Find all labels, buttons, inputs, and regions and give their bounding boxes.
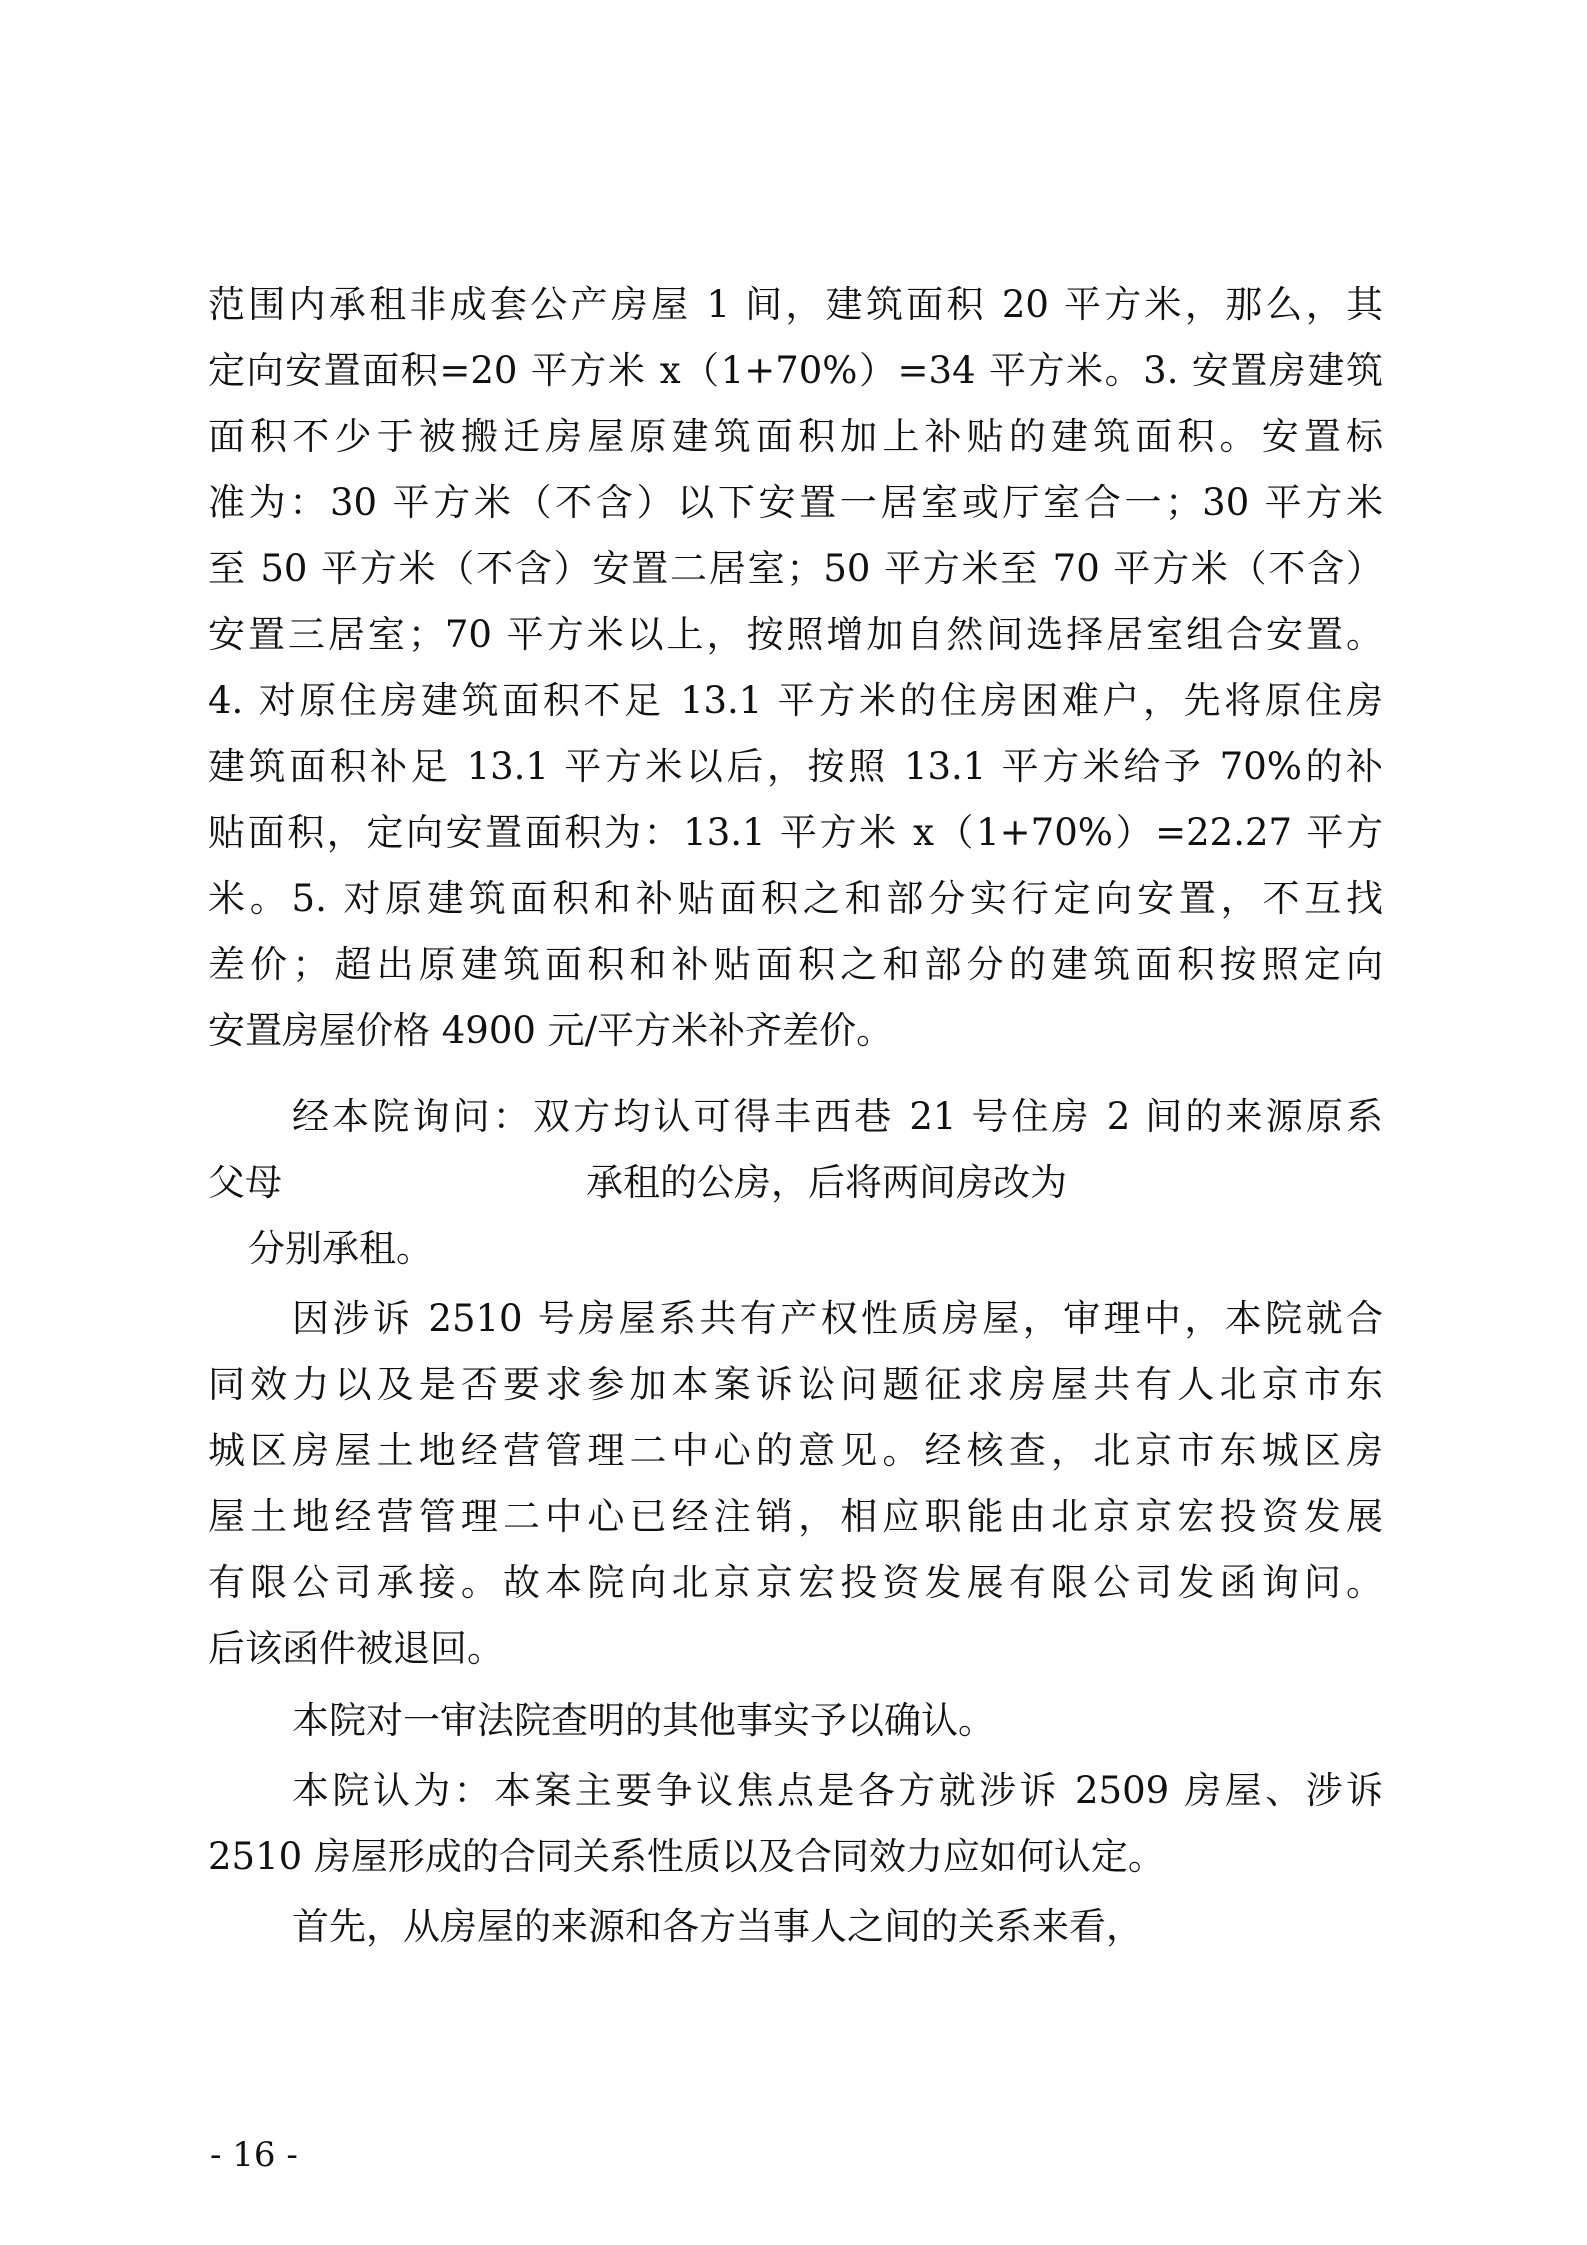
body-text-line: 屋土地经营管理二中心已经注销，相应职能由北京京宏投资发展: [208, 1495, 1383, 1538]
body-text-line: 米。5. 对原建筑面积和补贴面积之和部分实行定向安置，不互找: [208, 877, 1383, 920]
body-text-line: 承租的公房，后将两间房改为: [586, 1161, 1067, 1204]
page-number: - 16 -: [210, 2135, 298, 2175]
body-text-line: 面积不少于被搬迁房屋原建筑面积加上补贴的建筑面积。安置标: [208, 415, 1383, 458]
body-text-line: 建筑面积补足 13.1 平方米以后，按照 13.1 平方米给予 70%的补: [208, 745, 1383, 788]
body-text-line: 4. 对原住房建筑面积不足 13.1 平方米的住房困难户，先将原住房: [208, 679, 1383, 722]
body-text-line: 有限公司承接。故本院向北京京宏投资发展有限公司发函询问。: [208, 1561, 1383, 1604]
body-text-line: 差价；超出原建筑面积和补贴面积之和部分的建筑面积按照定向: [208, 943, 1383, 986]
body-text-line: 安置房屋价格 4900 元/平方米补齐差价。: [208, 1009, 894, 1052]
body-text-line: 准为：30 平方米（不含）以下安置一居室或厅室合一；30 平方米: [208, 481, 1383, 524]
body-text-line: 城区房屋土地经营管理二中心的意见。经核查，北京市东城区房: [208, 1429, 1383, 1472]
body-text-line: 首先，从房屋的来源和各方当事人之间的关系来看，: [292, 1905, 1143, 1948]
body-text-line: 后该函件被退回。: [208, 1627, 504, 1670]
body-text-line: 因涉诉 2510 号房屋系共有产权性质房屋，审理中，本院就合: [292, 1297, 1383, 1340]
body-text-line: 安置三居室；70 平方米以上，按照增加自然间选择居室组合安置。: [208, 613, 1383, 656]
body-text-line: 定向安置面积=20 平方米 x（1+70%）=34 平方米。3. 安置房建筑: [208, 349, 1383, 392]
body-text-line: 父母: [208, 1161, 282, 1204]
body-text-line: 同效力以及是否要求参加本案诉讼问题征求房屋共有人北京市东: [208, 1363, 1383, 1406]
body-text-line: 经本院询问：双方均认可得丰西巷 21 号住房 2 间的来源原系: [292, 1095, 1383, 1138]
body-text-line: 2510 房屋形成的合同关系性质以及合同效力应如何认定。: [208, 1835, 1165, 1878]
body-text-line: 贴面积，定向安置面积为：13.1 平方米 x（1+70%）=22.27 平方: [208, 811, 1383, 854]
body-text-line: 至 50 平方米（不含）安置二居室；50 平方米至 70 平方米（不含）: [208, 547, 1383, 590]
body-text-line: 分别承租。: [248, 1227, 433, 1270]
body-text-line: 本院认为：本案主要争议焦点是各方就涉诉 2509 房屋、涉诉: [292, 1769, 1383, 1812]
body-text-line: 本院对一审法院查明的其他事实予以确认。: [292, 1699, 995, 1742]
body-text-line: 范围内承租非成套公产房屋 1 间，建筑面积 20 平方米，那么，其: [208, 283, 1383, 326]
